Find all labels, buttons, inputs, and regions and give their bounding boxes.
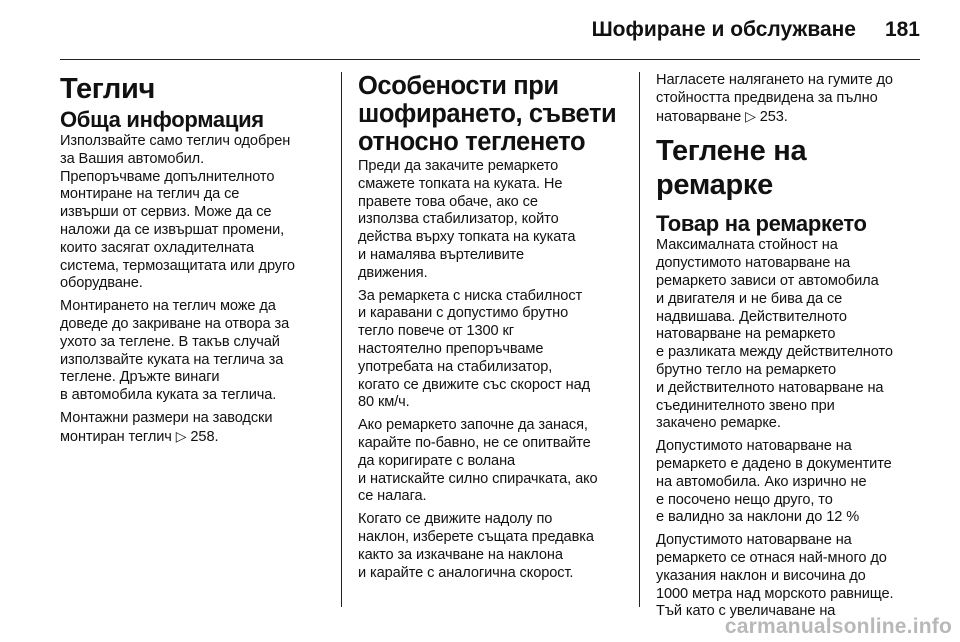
paragraph: Максималната стойност на допустимото натоварване на ремаркето зависи от автомобила и двигателя и не бива да се надвишава. Действителното натоварване на ремаркето е разликата между действителното брутно тегло на ремаркето и действителното натоварване на съединителното звено при закачено ремарке. — [656, 237, 893, 432]
column-3 — [656, 72, 924, 620]
paragraph-text: Нагласете налягането на гумите до стойността предвидена за пълно натоварване — [656, 72, 893, 125]
section-title-driving-tips: Особености при шофирането, съвети относно тегленето — [358, 72, 617, 156]
watermark: carmanualsonline.info — [724, 615, 952, 638]
paragraph: За ремаркета с ниска стабилност и каравани с допустимо брутно тегло повече от 1300 кг настоятелно препоръчваме употребата на стабилизатор, когато се движите със скорост над 80 км/ч. — [358, 287, 591, 411]
column-1 — [60, 72, 328, 612]
section-title-trailer-towing: Теглене на ремарке — [656, 135, 807, 202]
column-2 — [358, 72, 626, 612]
paragraph: Ако ремаркето започне да занася, карайте по-бавно, не се опитвайте да коригирате с волана и натискайте силно спирачката, ако се налага. — [358, 417, 598, 505]
paragraph: Допустимото натоварване на ремаркето е дадено в документите на автомобила. Ако изрично не е посочено нещо друго, то е валидно за наклони до 12 % — [656, 438, 892, 526]
paragraph: Когато се движите надолу по наклон, изберете същата предавка както за изкачване на наклона и карайте с аналогична скорост. — [358, 511, 594, 581]
subsection-title-general-info: Обща информация — [60, 107, 264, 132]
column-divider-1 — [341, 72, 342, 607]
paragraph-with-reference — [60, 410, 328, 447]
column-divider-2 — [639, 72, 640, 607]
paragraph-with-reference — [656, 72, 924, 126]
header-divider — [60, 59, 920, 60]
section-title-towbar: Теглич — [60, 73, 156, 105]
paragraph: Допустимото натоварване на ремаркето се отнася най-много до указания наклон и височина до 1000 метра над морското равнище. Тъй като с увеличаване на — [656, 532, 894, 620]
paragraph: Използвайте само теглич одобрен за Вашия автомобил. Препоръчваме допълнителното монтиране на теглич да се извърши от сервиз. Може да се наложи да се извършат промени, които засягат охладителната система, термозащитата или друго оборудване. — [60, 133, 295, 292]
page-header — [0, 0, 960, 60]
page-reference-link[interactable]: 253. — [759, 108, 788, 125]
paragraph: Преди да закачите ремаркето смажете топката на куката. Не правете това обаче, ако се използва стабилизатор, който действа върху топката на куката и намалява въртеливите движения. — [358, 158, 576, 281]
paragraph: Монтирането на теглич може да доведе до закриване на отвора за ухото за теглене. В такъв случай използвайте куката на теглича за теглене. Дръжте винаги в автомобила куката за теглича. — [60, 298, 290, 404]
page-reference-link[interactable]: 258. — [190, 428, 219, 445]
running-header-title: Шофиране и обслужване — [591, 18, 856, 41]
subsection-title-trailer-load: Товар на ремаркето — [656, 211, 867, 237]
reference-arrow-icon: ▷ — [175, 427, 187, 444]
reference-arrow-icon: ▷ — [745, 107, 756, 124]
page-number: 181 — [884, 18, 920, 41]
paragraph-text: Монтажни размери на заводски монтиран теглич — [60, 409, 273, 445]
